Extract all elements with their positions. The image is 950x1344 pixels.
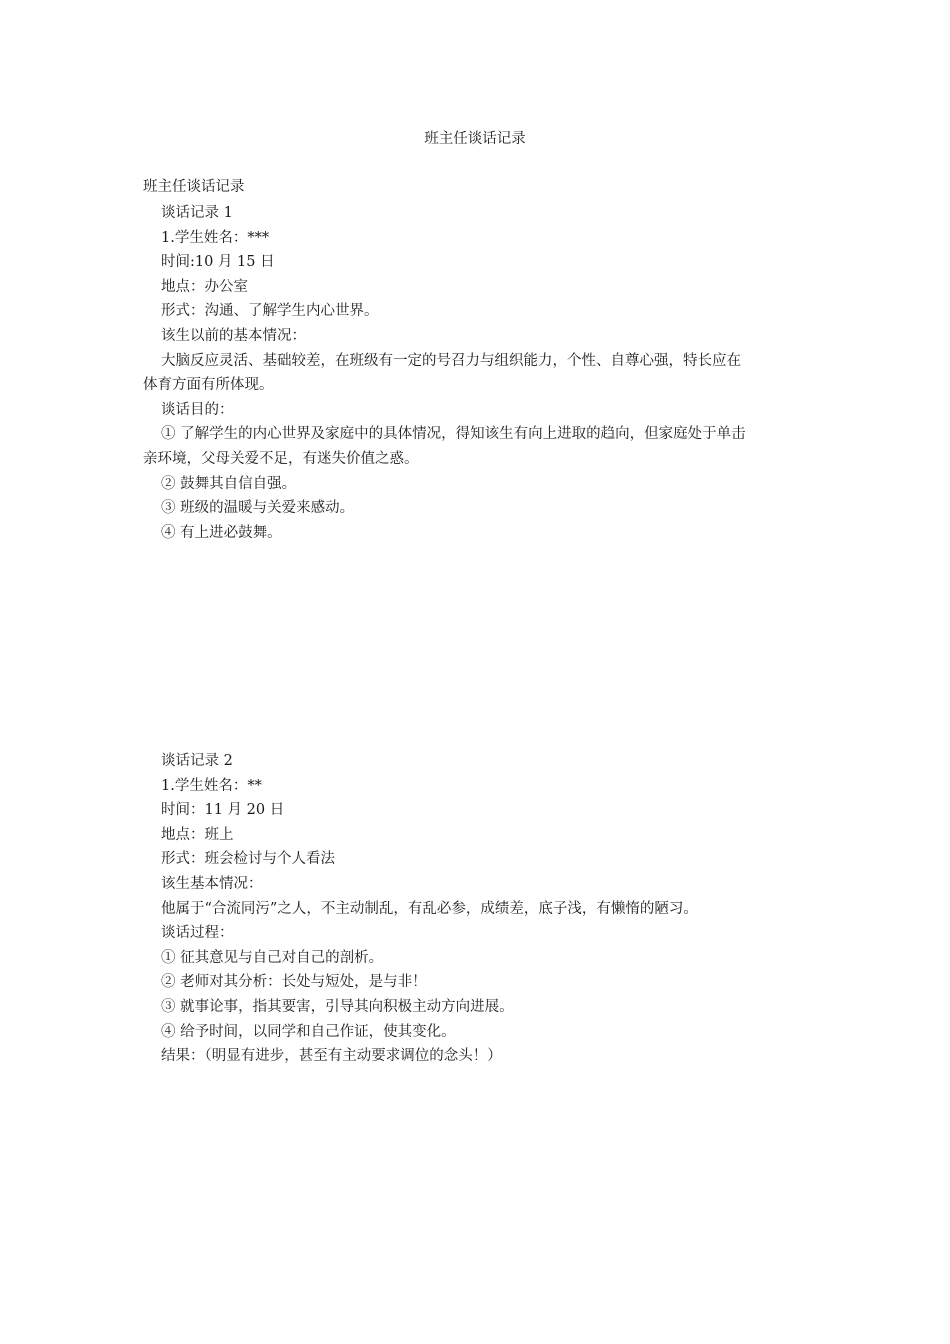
talk-record-1 xyxy=(143,201,808,545)
record-1-purpose-1-line-2: 亲环境，父母关爱不足，有迷失价值之惑。 xyxy=(143,450,419,467)
record-2-process-label: 谈话过程： xyxy=(161,925,234,942)
record-2-place: 地点：班上 xyxy=(161,826,234,843)
record-2-step-2: ② 老师对其分析：长处与短处，是与非！ xyxy=(161,974,427,991)
page-title: 班主任谈话记录 xyxy=(424,131,526,147)
record-2-heading: 谈话记录 2 xyxy=(161,753,233,769)
record-1-place: 地点：办公室 xyxy=(161,278,248,295)
record-1-purpose-label: 谈话目的： xyxy=(161,401,234,418)
record-1-background-label: 该生以前的基本情况： xyxy=(161,327,306,344)
record-2-form: 形式：班会检讨与个人看法 xyxy=(161,851,335,868)
record-2-student-name: 1.学生姓名：** xyxy=(161,777,262,794)
record-2-time: 时间：11 月 20 日 xyxy=(161,802,285,819)
record-2-result: 结果：（明显有进步，甚至有主动要求调位的念头！） xyxy=(161,1048,502,1065)
record-1-heading: 谈话记录 1 xyxy=(161,205,233,221)
record-1-time: 时间:10 月 15 日 xyxy=(161,254,275,271)
record-2-background: 他属于“合流同污”之人，不主动制乱，有乱必参，成绩差，底子浅，有懒惰的陋习。 xyxy=(161,900,698,917)
record-1-student-name: 1.学生姓名：*** xyxy=(161,229,270,246)
record-1-purpose-2: ② 鼓舞其自信自强。 xyxy=(161,475,297,492)
record-1-purpose-4: ④ 有上进必鼓舞。 xyxy=(161,524,282,541)
record-2-step-3: ③ 就事论事，指其要害，引导其向积极主动方向进展。 xyxy=(161,998,514,1015)
document-heading: 班主任谈话记录 xyxy=(143,179,245,195)
record-1-background-line-2: 体育方面有所体现。 xyxy=(143,377,274,394)
record-1-purpose-3: ③ 班级的温暖与关爱来感动。 xyxy=(161,500,355,517)
record-1-purpose-1-line-1: ① 了解学生的内心世界及家庭中的具体情况，得知该生有向上进取的趋向，但家庭处于单击 xyxy=(161,426,746,443)
talk-record-2 xyxy=(143,749,808,1069)
record-2-background-label: 该生基本情况： xyxy=(161,875,263,892)
record-2-step-4: ④ 给予时间，以同学和自己作证，使其变化。 xyxy=(161,1023,456,1040)
record-1-background-line-1: 大脑反应灵活、基础较差，在班级有一定的号召力与组织能力，个性、自尊心强，特长应在 xyxy=(161,352,741,369)
record-1-form: 形式：沟通、了解学生内心世界。 xyxy=(161,303,379,320)
record-2-step-1: ① 征其意见与自己对自己的剖析。 xyxy=(161,949,384,966)
